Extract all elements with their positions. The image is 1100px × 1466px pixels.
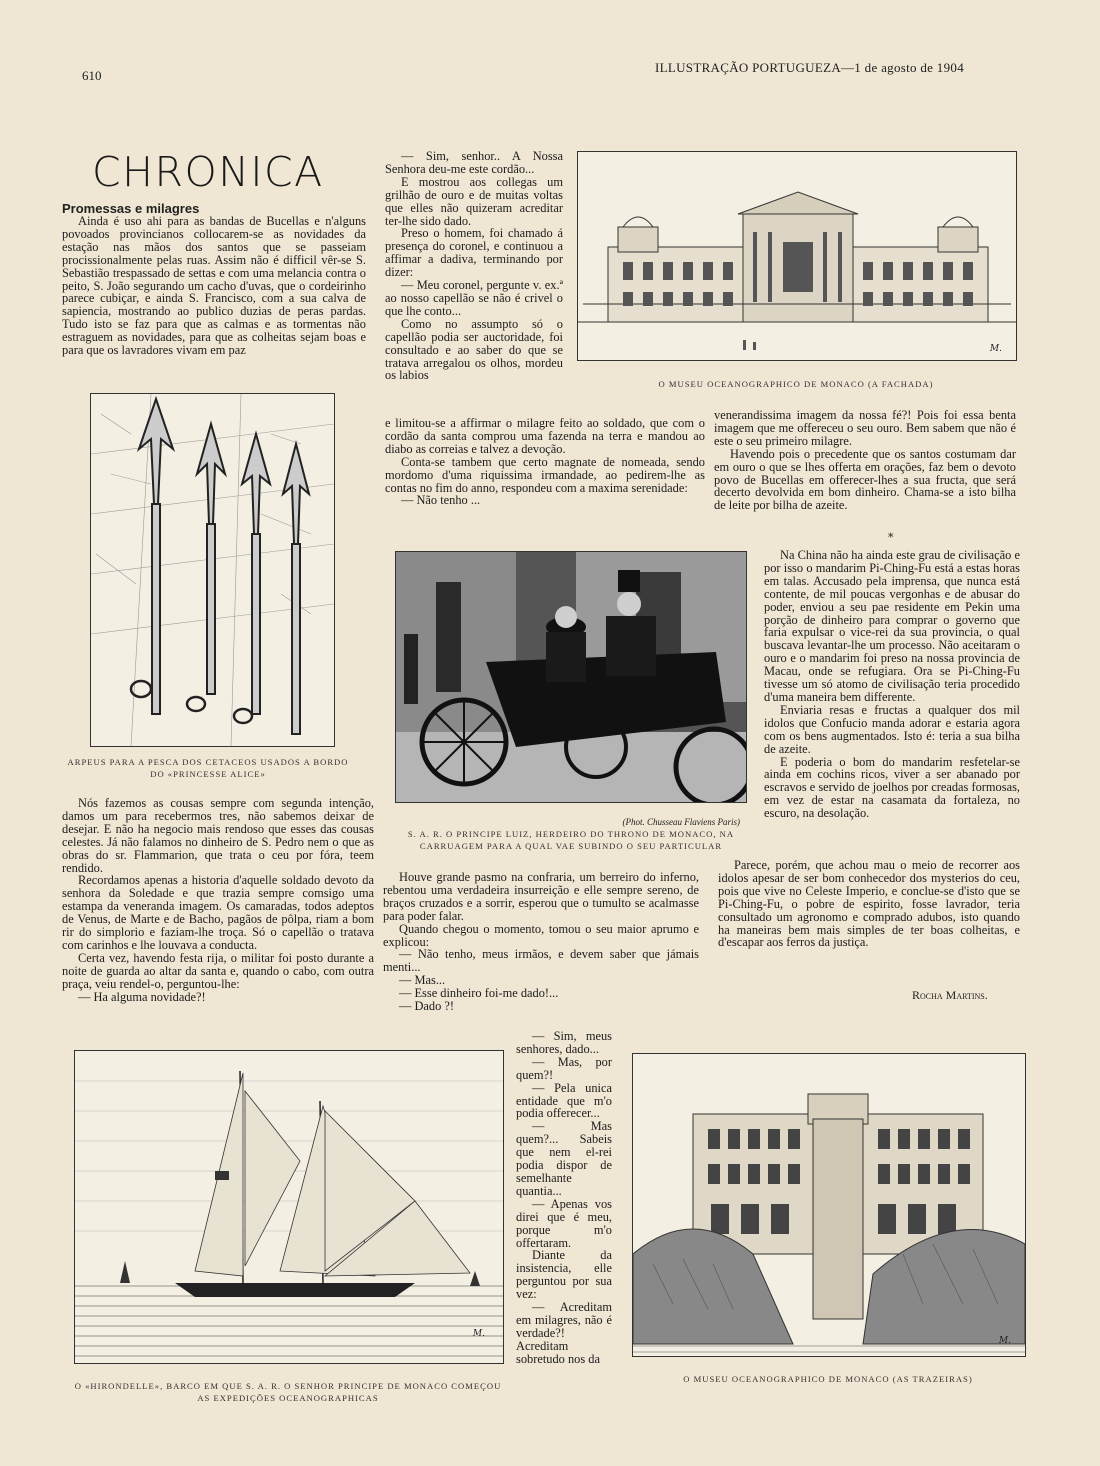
text-col3-top [714,409,1016,512]
paragraph: Conta-se tambem que certo magnate de nomeada, sendo mordomo d'uma riquissima irmandade, ao pedirem-lhe as contas no fim do anno, respondeu com a maxima serenidade: [385,454,705,495]
paragraph: — Não tenho, meus irmãos, e devem saber que jámais menti... [383,947,699,975]
text-col2-wide [385,417,705,507]
paragraph: — Pela unica entidade que m'o podia offerecer... [516,1080,612,1121]
paragraph: Como no assumpto só o capellão podia ser auctoridade, foi consultado e ao saber do que se tratava arregalou os olhos, mordeu os labios [385,316,563,383]
text-col2-bottom [383,871,699,1013]
text-col1-top [62,215,366,357]
paragraph: venerandissima imagem da nossa fé?! Pois foi essa benta imagem que me offereceu o seu ouro. Bem sabem que não é este o seu primeiro milagre. [714,408,1016,448]
paragraph: Nós fazemos as cousas sempre com segunda intenção, damos um para recebermos tres, não sabemos deixar de desejar. E não ha negocio mais rendoso que esses das cousas celestes. Já não falamos no dinheiro de S. Pedro nem o que as obras do sr. Flammarion, que trata o ceu por fóra, teem rendido. [62,796,374,875]
paragraph: — Mas... [399,973,446,988]
text-col1-bottom [62,797,374,1004]
ship-signature: M. [472,1329,485,1339]
paragraph: — Meu coronel, pergunte v. ex.ª ao nosso capellão se não é crivel o que lhe conto... [385,278,563,318]
article-title: CHRONICA [92,148,324,196]
museum-facade-caption: O MUSEU OCEANOGRAPHICO DE MONACO (A FACHADA) [658,379,934,389]
ship-illustration [74,1050,504,1364]
museum-facade-signature: M. [989,344,1002,354]
paragraph: Houve grande pasmo na confraria, um berreiro do inferno, rebentou uma verdadeira insurreição e elle sempre sereno, de braços cruzados e a sorrir, esperou que o tumulto se acalmasse para poder falar. [383,870,699,923]
ship-caption: O «HIRONDELLE», BARCO EM QUE S. A. R. O SENHOR PRINCIPE DE MONACO COMEÇOU AS EXPEDIÇÕES OCEANOGRAPHICAS [74,1381,502,1403]
museum-back-illustration [632,1053,1026,1357]
harpoons-illustration [90,393,335,747]
paragraph: — Ha alguma novidade?! [78,989,206,1004]
author-signature: Rocha Martins. [912,988,988,1002]
paragraph: E poderia o bom do mandarim resfetelar-se ainda em cochins ricos, viver a ser abanado por escravos e servido de joelhos por creadas formosas, em vez de estar na casamata da fortaleza, no escuro, na desolação. [764,754,1020,821]
paragraph: Ainda é uso ahi para as bandas de Bucellas e n'alguns povoados provincianos collocarem-se as novidades da estação nas mãos dos santos que se passeiam procissionalmente pelas ruas. Assim não é difficil vêr-se S. Sebastião trespassado de settas e com uma melancia contra o peito, S. João segurando um cacho d'uvas, que o cordeirinho parece cubiçar, e ainda S. Francisco, com a sua calva de sapiencia, mostrando ao publico duzias de peras pardas. Tudo isto se faz para que as calmas e as tormentas não estraguem as novidades, para que as colheitas sejam boas e para que os lavradores vivam em paz [62,214,366,358]
paragraph: Preso o homem, foi chamado á presença do coronel, e continuou a affimar a dadiva, terminando por dizer: [385,226,563,280]
paragraph: — Mas quem?... Sabeis que nem el-rei podia dispor de semelhante quantia... [516,1119,612,1198]
paragraph: E mostrou aos collegas um grilhão de ouro e de muitas voltas que elles não quizeram acreditar ter-lhe sido dado. [385,174,563,228]
paragraph: — Apenas vos direi que é meu, porque m'o offertaram. [516,1196,612,1250]
paragraph: Diante da insistencia, elle perguntou por sua vez: [516,1248,612,1302]
paragraph: Quando chegou o momento, tomou o seu maior aprumo e explicou: [383,921,699,949]
section-separator: * [888,531,894,544]
carriage-photograph [395,551,747,803]
paragraph: — Não tenho ... [401,493,481,508]
paragraph: — Esse dinheiro foi-me dado!... [399,986,559,1001]
paragraph: — Acreditam em milagres, não é verdade?! Acreditam sobretudo nos da [516,1300,612,1366]
text-col3-bottom [718,859,1020,949]
text-col2-top [385,150,563,382]
article-subtitle: Promessas e milagres [62,201,200,216]
paragraph: Enviaria resas e fructas a qualquer dos mil idolos que Confucio manda adorar e estaria agora com os bens augmentados. Isto é: teria a sua bilha de azeite. [764,702,1020,756]
paragraph: — Mas, por quem?! [516,1054,612,1082]
text-col3-middle [764,549,1020,820]
museum-back-caption: O MUSEU OCEANOGRAPHICO DE MONACO (AS TRAZEIRAS) [683,1374,973,1384]
paragraph: Na China não ha ainda este grau de civilisação e por isso o mandarim Pi-Ching-Fu está a estas horas em talas. Accusado pela imprensa, que nunca está contente, de mil poucas vergonhas e de abusar do poder, enviou a seu pae residente em Pekin uma porção de dinheiro para comprar o governo que faria expulsar o vice-rei da sua provincia, o qual buscava levantar-lhe um processo. Não aceitaram o ouro e o mandarim foi preso na nossa provincia de Macau, onde se refugiara. Ora se Pi-Ching-Fu tivesse um só atomo de civilisação teria procedido d'uma maneira bem differente. [764,548,1020,704]
paragraph: Havendo pois o precedente que os santos costumam dar em ouro o que se lhes offerta em orações, faz bem o devoto povo de Bucellas em offerecer-lhes a sua fructa, que será decerto devolvida em bom dinheiro. Chama-se a isto bilha de leite por bilha de azeite. [714,446,1016,513]
text-col2-narrow [516,1030,612,1366]
museum-facade-illustration [577,151,1017,361]
harpoons-caption: ARPEUS PARA A PESCA DOS CETACEOS USADOS A BORDO DO «PRINCESSE ALICE» [67,757,349,779]
museum-back-signature: M. [998,1336,1011,1346]
paragraph: Parece, porém, que achou mau o meio de recorrer aos idolos apesar de ser bom conhecedor dos mysterios do ceu, pois que vive no Celeste Imperio, e conclue-se d'isto que se Pi-Ching-Fu, o pobre de espirito, fosse lavrador, teria consultado um agronomo e comprado adubos, isto quando ha maneiras bem mais simples de ter boas colheitas, e d'escapar aos ferros da justiça. [718,858,1020,950]
paragraph: — Sim, senhor.. A Nossa Senhora deu-me este cordão... [385,149,563,176]
page-number: 610 [82,68,102,83]
paragraph: Certa vez, havendo festa rija, o militar foi posto durante a noite de guarda ao altar da santa e, quando o cabo, com outra praça, veiu rendel-o, perguntou-lhe: [62,950,374,991]
photo-credit: (Phot. Chusseau Flaviens Paris) [622,817,740,827]
publication-header: ILLUSTRAÇÃO PORTUGUEZA—1 de agosto de 1904 [655,60,964,75]
paragraph: — Sim, meus senhores, dado... [516,1029,612,1056]
paragraph: — Dado ?! [399,999,455,1014]
paragraph: e limitou-se a affirmar o milagre feito ao soldado, que com o cordão da santa comprou uma fazenda na terra e mandou ao diabo as correias e talvez a devoção. [385,416,705,456]
paragraph: Recordamos apenas a historia d'aquelle soldado devoto da senhora da Soledade e que trazia sempre comsigo uma estampa da veneranda imagem. Os camaradas, todos adeptos de Venus, de Marte e de Bacho, pagãos de pôlpa, riam a bom rir do simplorio e faziam-lhe troça. Só o capellão o tratava com carinhos e lhe louvava a conducta. [62,873,374,952]
carriage-caption: S. A. R. O PRINCIPE LUIZ, HERDEIRO DO THRONO DE MONACO, NA CARRUAGEM PARA A QUAL VAE SUBINDO O SEU PARTICULAR [407,829,735,851]
